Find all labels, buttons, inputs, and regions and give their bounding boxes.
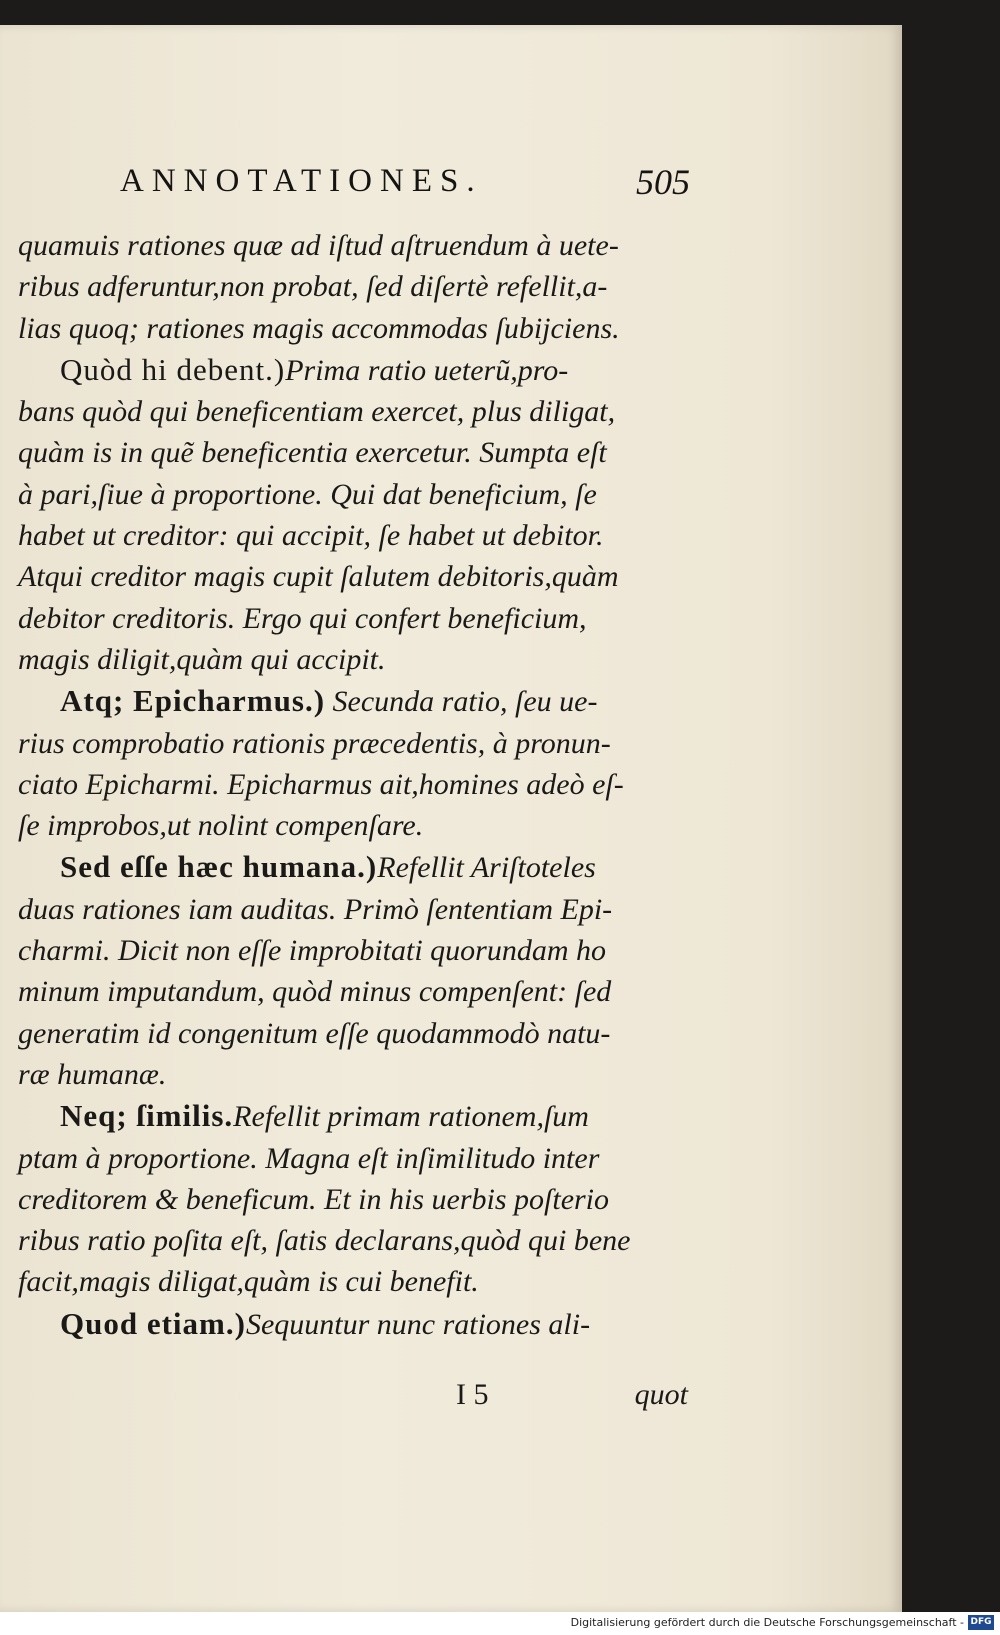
paragraph-start	[18, 349, 688, 391]
text-line: à pari,ſiue à proportione. Qui dat beneficium, ſe	[18, 477, 597, 511]
signature-mark: I 5	[456, 1378, 489, 1411]
text-line: bans quòd qui beneficentiam exercet, plus diligat,	[18, 395, 616, 429]
text-line: ræ humanæ.	[18, 1057, 167, 1091]
paragraph-start	[18, 1303, 688, 1345]
body-text	[18, 225, 688, 1345]
text-line: Refellit Ariſtoteles	[377, 851, 596, 885]
text-line: habet ut creditor: qui accipit, ſe habet ut debitor.	[18, 519, 604, 553]
paragraph-start	[18, 846, 688, 888]
page-header	[120, 163, 690, 213]
text-line: quamuis rationes quæ ad iſtud aſtruendum à uete-	[18, 229, 619, 262]
lemma-heading: Quòd hi debent.)	[60, 351, 286, 387]
text-line: ſe improbos,ut nolint compenſare.	[18, 809, 424, 843]
paragraph-start	[18, 680, 688, 722]
text-line: rius comprobatio rationis præcedentis, à pronun-	[18, 726, 611, 760]
text-line: facit,magis diligat,quàm is cui benefit.	[18, 1265, 479, 1299]
text-line: lias quoq; rationes magis accommodas ſubijciens.	[18, 311, 620, 345]
lemma-heading: Quod etiam.)	[60, 1305, 246, 1341]
lemma-heading: Sed eſſe hæc humana.)	[60, 849, 378, 885]
running-title: ANNOTATIONES.	[120, 163, 483, 199]
footer-bar	[0, 1612, 1000, 1635]
text-line: minum imputandum, quòd minus compenſent: ſed	[18, 975, 612, 1009]
text-line: Atqui creditor magis cupit ſalutem debitoris,quàm	[18, 560, 619, 594]
lemma-heading: Neq; ſimilis.	[60, 1098, 234, 1134]
text-line: creditorem & beneficum. Et in his uerbis poſterio	[18, 1182, 610, 1216]
funding-credit: Digitalisierung gefördert durch die Deutsche Forschungsgemeinschaft -	[570, 1616, 964, 1629]
text-line: charmi. Dicit non eſſe improbitati quorundam ho	[18, 934, 607, 968]
paragraph-start	[18, 1095, 688, 1137]
text-line: ribus ratio poſita eſt, ſatis declarans,quòd qui bene	[18, 1224, 631, 1258]
text-line: Refellit primam rationem,ſum	[233, 1100, 589, 1134]
text-line: generatim id congenitum eſſe quodammodò natu-	[18, 1016, 611, 1050]
dfg-logo: DFG	[968, 1615, 994, 1630]
text-line: ciato Epicharmi. Epicharmus ait,homines adeò eſ-	[18, 767, 624, 801]
text-line: debitor creditoris. Ergo qui confert beneficium,	[18, 601, 587, 635]
signature-line	[440, 1378, 688, 1418]
text-line: magis diligit,quàm qui accipit.	[18, 642, 386, 676]
text-line: ptam à proportione. Magna eſt inſimilitudo inter	[18, 1141, 600, 1175]
text-line: Prima ratio ueterũ,pro-	[285, 353, 569, 387]
lemma-heading: Atq; Epicharmus.)	[60, 683, 326, 719]
text-line: ribus adferuntur,non probat, ſed diſertè refellit,a-	[18, 270, 608, 304]
book-page	[0, 25, 902, 1612]
page-number: 505	[636, 162, 690, 202]
text-line: duas rationes iam auditas. Primò ſententiam Epi-	[18, 892, 613, 926]
text-line: Secunda ratio, ſeu ue-	[332, 685, 598, 719]
text-line: quàm is in quẽ beneficentia exercetur. Sumpta eſt	[18, 436, 607, 470]
catchword: quot	[634, 1378, 688, 1411]
text-line: Sequuntur nunc rationes ali-	[245, 1307, 591, 1341]
